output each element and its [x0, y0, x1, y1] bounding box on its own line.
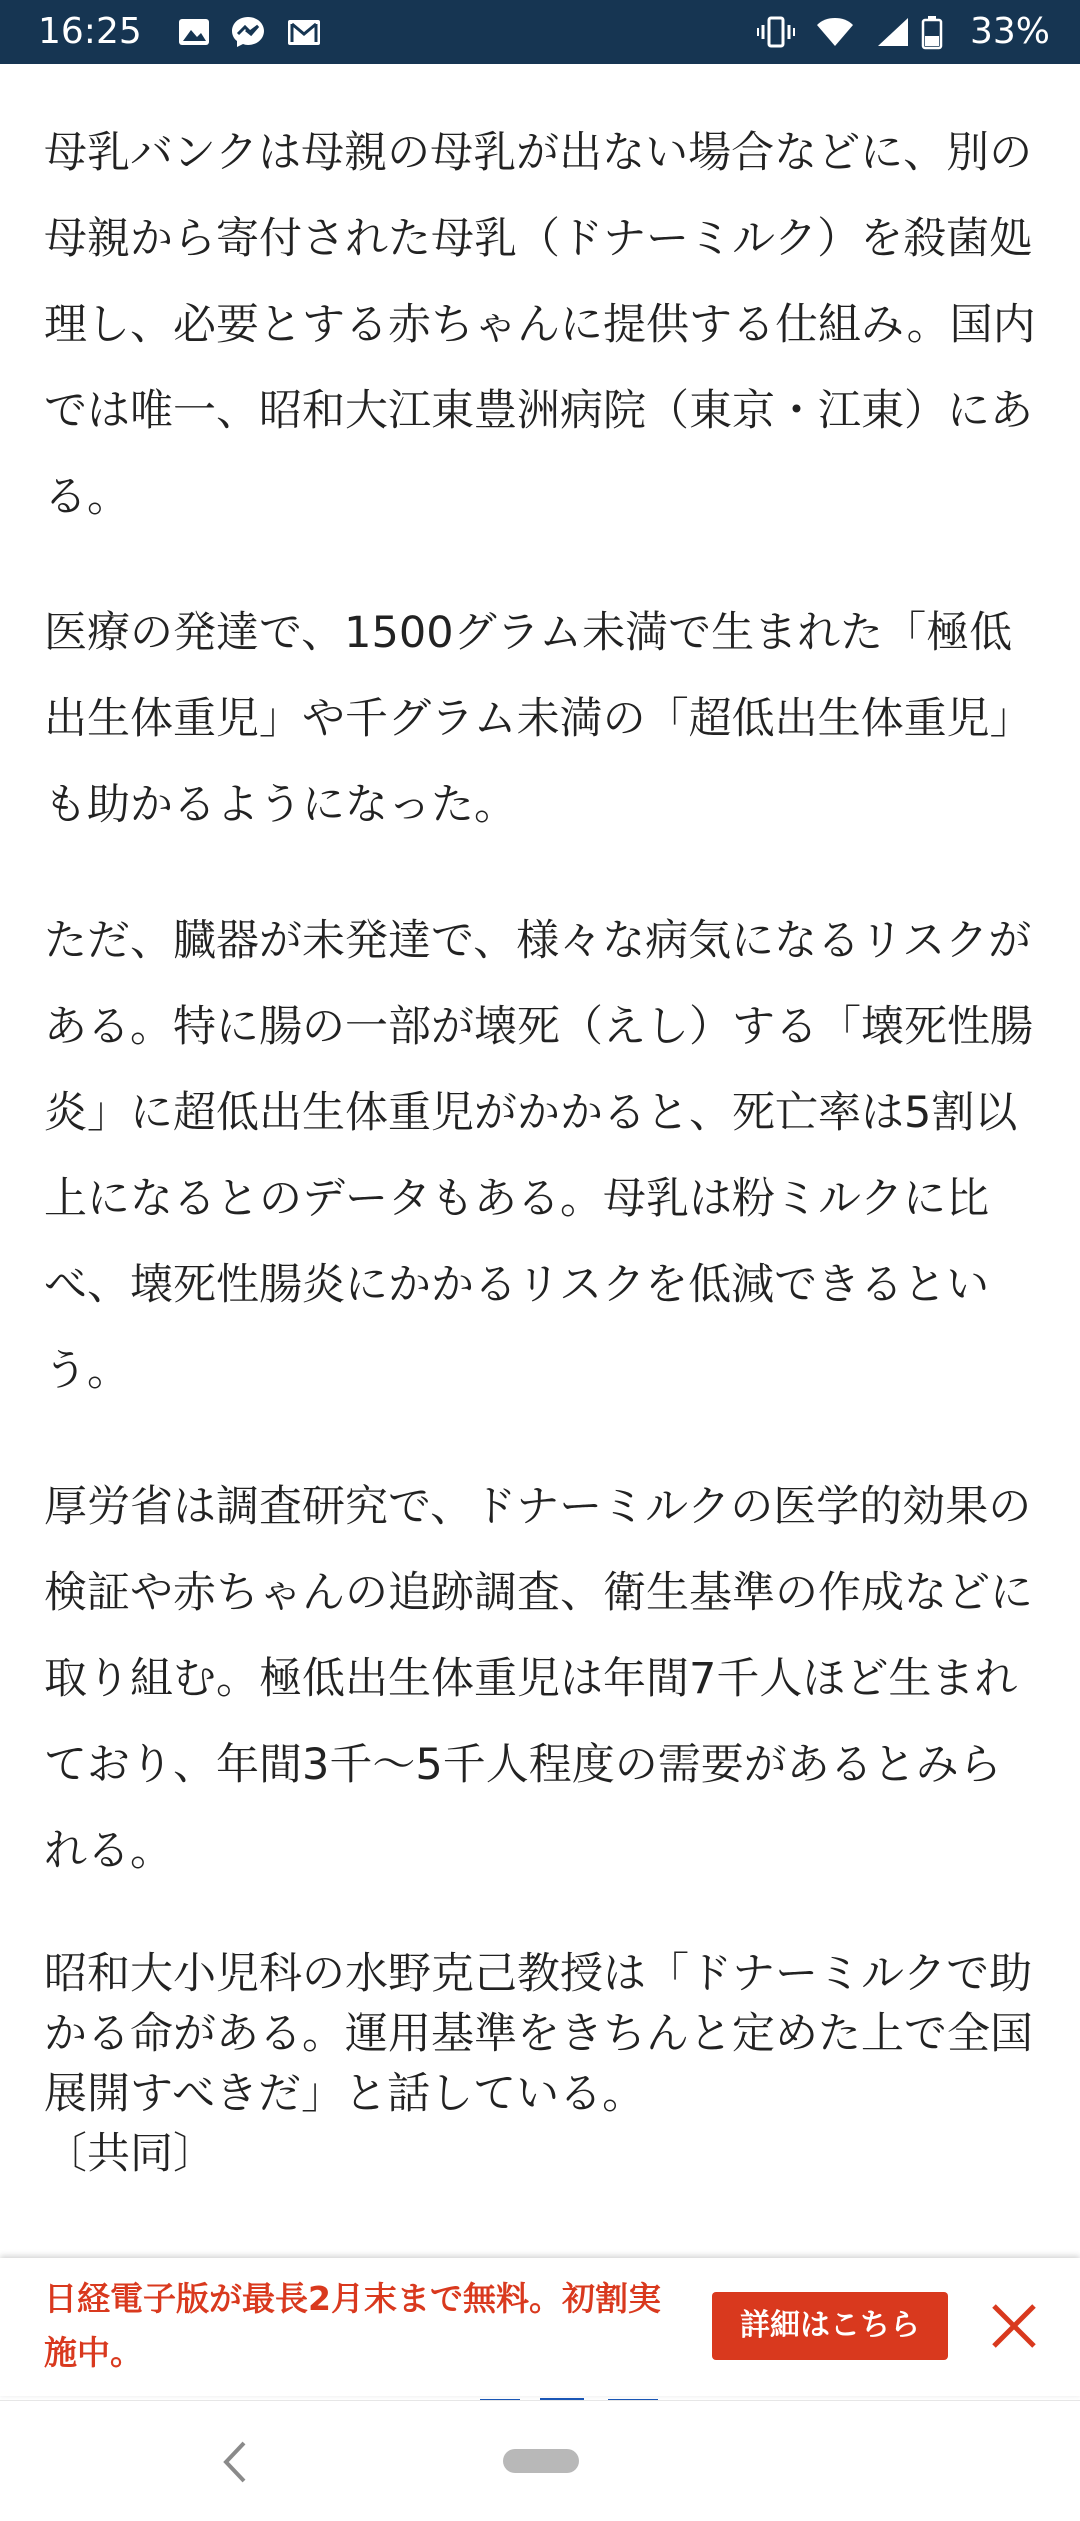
- status-bar: [0, 0, 1080, 64]
- home-button[interactable]: [503, 2449, 579, 2473]
- gmail-icon: [285, 14, 323, 50]
- promo-banner: [0, 2258, 1080, 2396]
- article-paragraph: ただ、臓器が未発達で、様々な病気になるリスクがある。特に腸の一部が壊死（えし）する「壊死性腸炎」に超低出生体重児がかかると、死亡率は5割以上になるとのデータもある。母乳は粉ミルクに比べ、壊死性腸炎にかかるリスクを低減できるという。: [44, 916, 1033, 1396]
- messenger-icon: [229, 14, 267, 50]
- battery-icon: [920, 14, 944, 50]
- vibrate-icon: [757, 14, 795, 50]
- article-paragraph: 母乳バンクは母親の母乳が出ない場合などに、別の母親から寄付された母乳（ドナーミルク）を殺菌処理し、必要とする赤ちゃんに提供する仕組み。国内では唯一、昭和大江東豊洲病院（東京・江東）にある。: [44, 128, 1036, 522]
- battery-percent: 33%: [969, 11, 1050, 52]
- image-icon: [175, 14, 213, 50]
- article-body: [44, 110, 1044, 2184]
- promo-text: 日経電子版が最長2月末まで無料。初割実施中。: [44, 2279, 661, 2372]
- navigation-bar: [0, 2400, 1080, 2521]
- back-icon[interactable]: [214, 2437, 254, 2487]
- article-paragraph: 昭和大小児科の水野克己教授は「ドナーミルクで助かる命がある。運用基準をきちんと定めた上で全国展開すべきだ」と話している。: [44, 1949, 1033, 2119]
- close-icon[interactable]: [986, 2298, 1042, 2354]
- details-button[interactable]: 詳細はこちら: [712, 2292, 948, 2360]
- article-paragraph: 医療の発達で、1500グラム未満で生まれた「極低出生体重児」や千グラム未満の「超低出生体重児」も助かるようになった。: [44, 608, 1033, 830]
- signal-icon: [874, 14, 912, 50]
- article-paragraph: 厚労省は調査研究で、ドナーミルクの医学的効果の検証や赤ちゃんの追跡調査、衛生基準の作成などに取り組む。極低出生体重児は年間7千人ほど生まれており、年間3千～5千人程度の需要があるとみられる。: [44, 1482, 1033, 1876]
- article-source: 〔共同〕: [44, 2129, 216, 2179]
- wifi-icon: [816, 14, 854, 50]
- status-time: 16:25: [38, 11, 142, 52]
